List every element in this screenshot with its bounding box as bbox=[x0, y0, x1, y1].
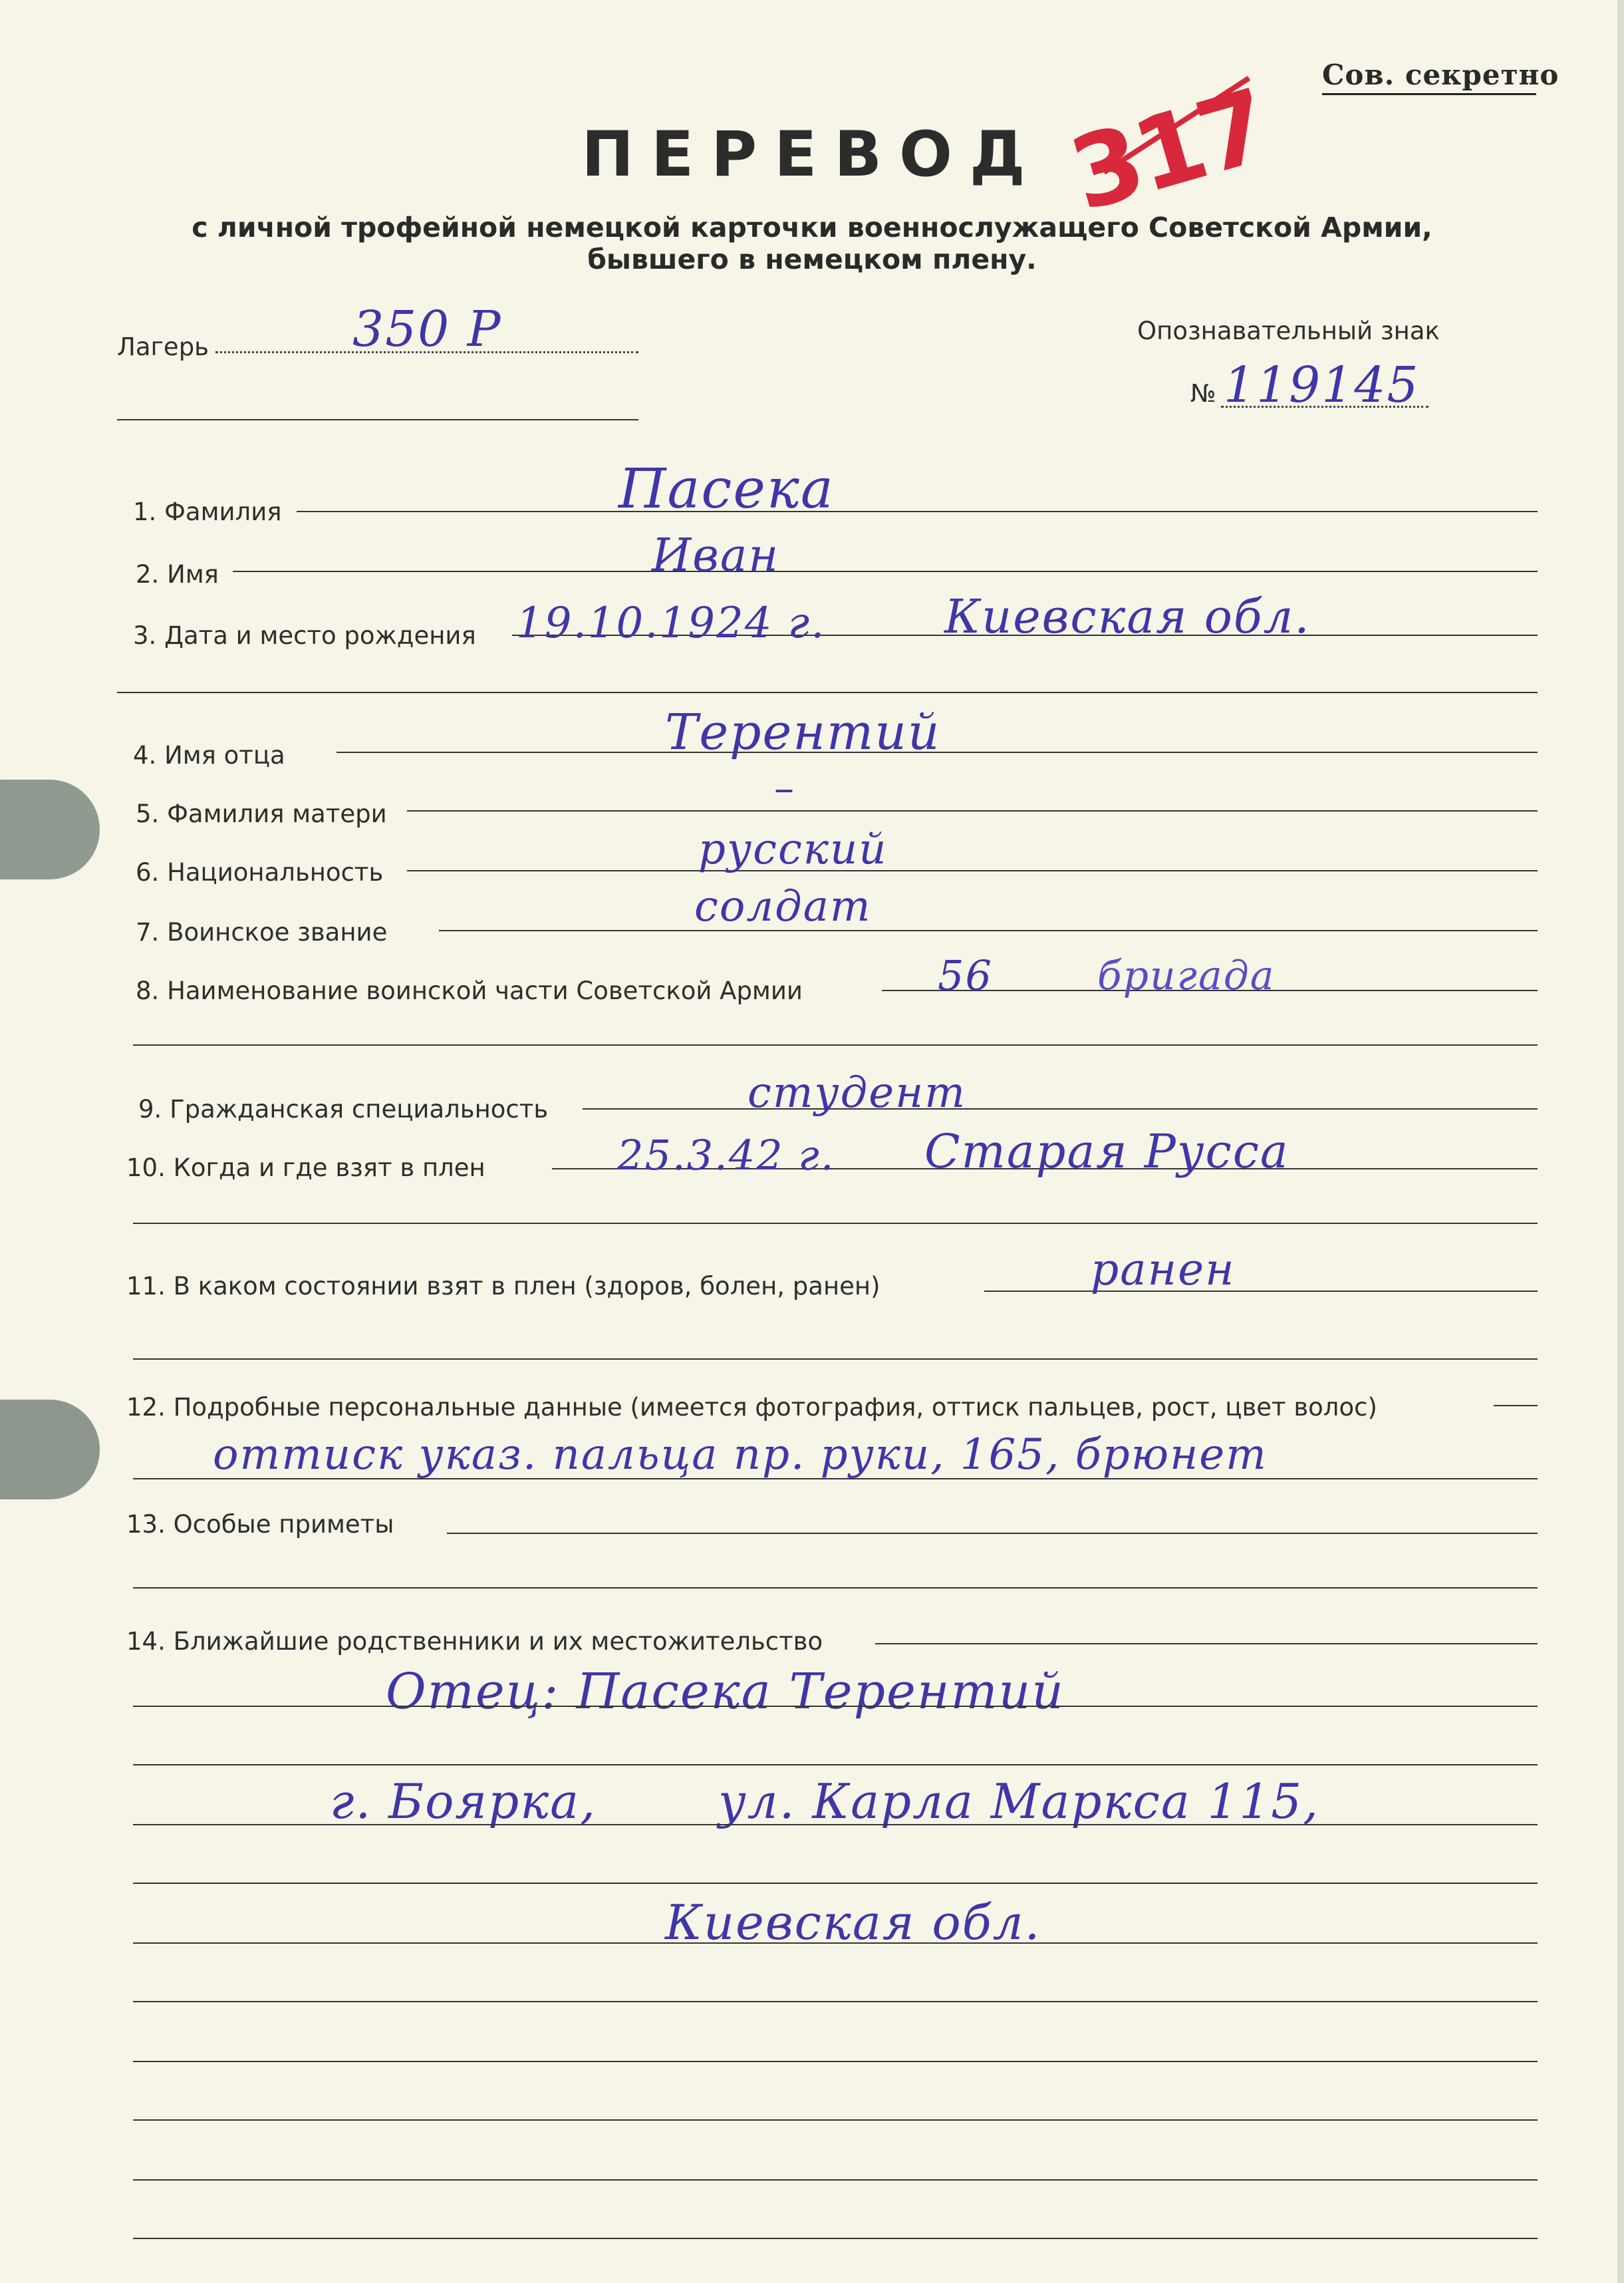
field-2-label: 2. Имя bbox=[136, 560, 219, 589]
field-14-rule-10 bbox=[133, 2238, 1538, 2239]
field-14-line-3: Киевская обл. bbox=[665, 1895, 1041, 1950]
field-2-line bbox=[233, 571, 1538, 572]
field-14-rule-4 bbox=[133, 1883, 1538, 1884]
field-8-label: 8. Наименование воинской части Советской Армии bbox=[136, 977, 803, 1005]
field-3-date: 19.10.1924 г. bbox=[516, 599, 826, 648]
secrecy-label: Сов. секретно bbox=[1322, 59, 1559, 91]
field-1-label: 1. Фамилия bbox=[133, 498, 282, 526]
field-14-rule-2 bbox=[133, 1764, 1538, 1765]
field-2-value: Иван bbox=[652, 530, 780, 582]
field-11-value: ранен bbox=[1091, 1244, 1236, 1295]
field-3-line-2 bbox=[117, 692, 1538, 693]
field-13-label: 13. Особые приметы bbox=[126, 1510, 394, 1539]
field-14-rule-9 bbox=[133, 2179, 1538, 2181]
page-edge bbox=[1617, 0, 1624, 2283]
field-14-line bbox=[875, 1643, 1538, 1644]
field-1-value: Пасека bbox=[618, 458, 835, 521]
field-3-label: 3. Дата и место рождения bbox=[133, 621, 476, 650]
camp-label: Лагерь bbox=[117, 333, 209, 361]
field-8-unit: бригада bbox=[1097, 953, 1276, 999]
field-9-value: студент bbox=[747, 1068, 966, 1118]
document-title: ПЕРЕВОД bbox=[581, 118, 1043, 191]
secrecy-underline bbox=[1322, 93, 1536, 95]
subtitle-line-2: бывшего в немецком плену. bbox=[587, 243, 1037, 275]
punch-hole-bottom bbox=[0, 1400, 100, 1499]
field-5-line bbox=[407, 810, 1538, 812]
field-3-place: Киевская обл. bbox=[944, 589, 1311, 644]
camp-value: 350 P bbox=[352, 301, 502, 358]
field-14-line-1: Отец: Пасека Терентий bbox=[386, 1663, 1065, 1720]
field-14-line-2a: г. Боярка, bbox=[330, 1773, 597, 1829]
field-9-line bbox=[583, 1108, 1538, 1110]
field-5-value: – bbox=[774, 765, 795, 812]
id-sign-label: Опознавательный знак bbox=[1137, 317, 1440, 345]
field-7-value: солдат bbox=[694, 882, 872, 931]
red-handwritten-number: 317 bbox=[1058, 68, 1280, 234]
id-sign-value: 119145 bbox=[1224, 357, 1420, 414]
field-14-line-2b: ул. Карла Маркса 115, bbox=[718, 1773, 1319, 1829]
field-4-value: Терентий bbox=[665, 704, 941, 761]
field-13-line-2 bbox=[133, 1587, 1538, 1589]
field-8-number: 56 bbox=[938, 951, 993, 1000]
field-14-rule-3 bbox=[133, 1824, 1538, 1825]
field-10-line-2 bbox=[133, 1223, 1538, 1224]
field-13-line bbox=[447, 1533, 1538, 1534]
field-14-rule-1 bbox=[133, 1706, 1538, 1707]
field-14-rule-6 bbox=[133, 2001, 1538, 2002]
id-number-label: № bbox=[1190, 379, 1216, 408]
field-7-label: 7. Воинское звание bbox=[136, 918, 388, 947]
field-6-line bbox=[407, 870, 1538, 871]
field-10-label: 10. Когда и где взят в плен bbox=[126, 1153, 485, 1182]
field-1-line bbox=[297, 511, 1538, 512]
field-6-label: 6. Национальность bbox=[136, 858, 384, 887]
field-4-label: 4. Имя отца bbox=[133, 741, 285, 770]
field-12-value: оттиск указ. пальца пр. руки, 165, брюнет bbox=[213, 1430, 1268, 1479]
field-14-rule-8 bbox=[133, 2119, 1538, 2121]
field-8-line-2 bbox=[133, 1044, 1538, 1046]
field-11-line-2 bbox=[133, 1358, 1538, 1360]
field-14-rule-5 bbox=[133, 1942, 1538, 1944]
field-5-label: 5. Фамилия матери bbox=[136, 800, 387, 828]
field-11-label: 11. В каком состоянии взят в плен (здоров, болен, ранен) bbox=[126, 1272, 880, 1300]
subtitle-line-1: с личной трофейной немецкой карточки военнослужащего Советской Армии, bbox=[192, 212, 1432, 243]
field-14-label: 14. Ближайшие родственники и их местожительство bbox=[126, 1627, 823, 1656]
field-12-line-end bbox=[1494, 1405, 1538, 1406]
camp-second-line bbox=[117, 419, 638, 420]
punch-hole-top bbox=[0, 780, 100, 879]
field-11-line bbox=[984, 1291, 1538, 1292]
field-9-label: 9. Гражданская специальность bbox=[138, 1095, 549, 1124]
field-6-value: русский bbox=[698, 825, 888, 874]
field-14-rule-7 bbox=[133, 2061, 1538, 2062]
field-10-date: 25.3.42 г. bbox=[617, 1131, 835, 1179]
field-12-label: 12. Подробные персональные данные (имеется фотография, оттиск пальцев, рост, цвет волос) bbox=[126, 1393, 1377, 1422]
field-10-place: Старая Русса bbox=[924, 1124, 1289, 1179]
field-7-line bbox=[439, 930, 1538, 931]
